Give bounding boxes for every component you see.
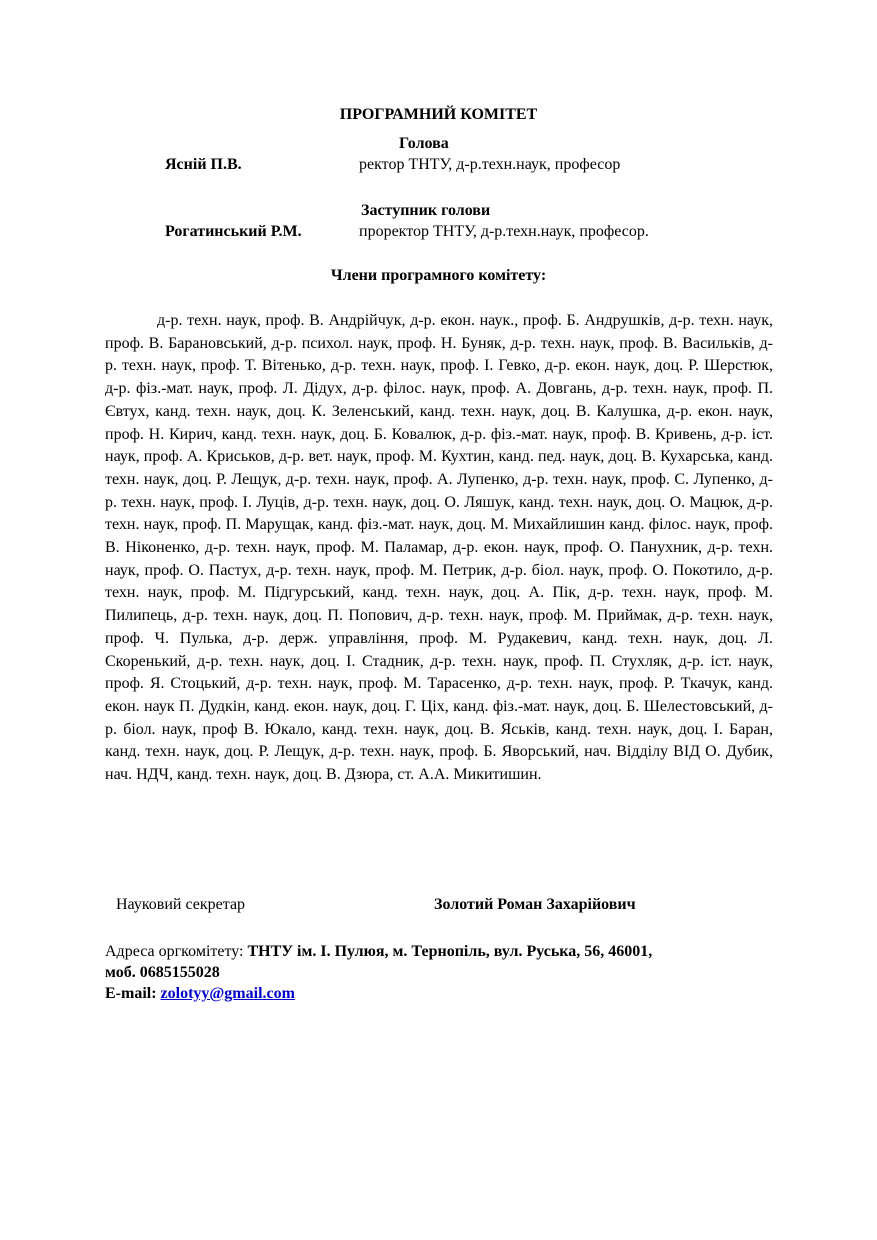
deputy-name: Рогатинський Р.М. (165, 223, 302, 240)
chair-heading: Голова (399, 135, 449, 152)
chair-position: ректор ТНТУ, д-р.техн.наук, професор (359, 156, 621, 173)
chair-name: Ясній П.В. (165, 156, 242, 173)
secretary-name: Золотий Роман Захарійович (434, 896, 636, 913)
deputy-position: проректор ТНТУ, д-р.техн.наук, професор. (359, 223, 649, 240)
address-value: ТНТУ ім. І. Пулюя, м. Тернопіль, вул. Руська, 56, 46001, (247, 943, 653, 960)
document-title: ПРОГРАМНИЙ КОМІТЕТ (339, 106, 538, 123)
phone-number: моб. 0685155028 (105, 964, 220, 981)
address-line (105, 942, 652, 962)
email-link[interactable]: zolotyy@gmail.com (160, 985, 295, 1002)
email-line (105, 984, 295, 1004)
email-label: E-mail: (105, 985, 161, 1002)
secretary-label: Науковий секретар (116, 896, 246, 913)
members-heading: Члени програмного комітету: (330, 267, 547, 284)
deputy-heading: Заступник голови (361, 202, 491, 219)
address-label: Адреса оргкомітету: (105, 943, 248, 960)
members-list: д-р. техн. наук, проф. В. Андрійчук, д-р. екон. наук., проф. Б. Андрушків, д-р. техн. наук, проф. В. Барановський, д-р. психол. наук, проф. Н. Буняк, д-р. техн. наук, проф. В. Васильків, д-р. техн. наук, проф. Т. Вітенько, д-р. техн. наук, проф. І. Гевко, д-р. екон. наук, доц. Р. Шерстюк, д-р. фіз.-мат. наук, проф. Л. Дідух, д-р. філос. наук, проф. А. Довгань, д-р. техн. наук, проф. П. Євтух, канд. техн. наук, доц. К. Зеленський, канд. техн. наук, доц. В. Калушка, д-р. екон. наук, проф. Н. Кирич, канд. техн. наук, доц. Б. Ковалюк, д-р. фіз.-мат. наук, проф. В. Кривень, д-р. іст. наук, проф. А. Криськов, д-р. вет. наук, проф. М. Кухтин, канд. пед. наук, доц. В. Кухарська, канд. техн. наук, доц. Р. Лещук, д-р. техн. наук, проф. А. Лупенко, д-р. техн. наук, проф. С. Лупенко, д-р. техн. наук, проф. І. Луців, д-р. техн. наук, доц. О. Ляшук, канд. техн. наук, доц. О. Мацюк, д-р. техн. наук, проф. П. Марущак, канд. фіз.-мат. наук, доц. М. Михайлишин канд. філос. наук, проф. В. Ніконенко, д-р. техн. наук, проф. М. Паламар, д-р. екон. наук, проф. О. Панухник, д-р. техн. наук, проф. О. Пастух, д-р. техн. наук, проф. М. Петрик, д-р. біол. наук, проф. О. Покотило, д-р. техн. наук, проф. М. Підгурський, канд. техн. наук, доц. А. Пік, д-р. техн. наук, проф. М. Пилипець, д-р. техн. наук, доц. П. Попович, д-р. техн. наук, проф. М. Приймак, д-р. техн. наук, проф. Ч. Пулька, д-р. держ. управління, проф. М. Рудакевич, канд. техн. наук, доц. Л. Скоренький, д-р. техн. наук, доц. І. Стадник, д-р. техн. наук, проф. П. Стухляк, д-р. іст. наук, проф. Я. Стоцький, д-р. техн. наук, проф. М. Тарасенко, д-р. техн. наук, проф. Р. Ткачук, канд. екон. наук П. Дудкін, канд. екон. наук, доц. Г. Ціх, канд. фіз.-мат. наук, доц. Б. Шелестовський, д-р. біол. наук, проф В. Юкало, канд. техн. наук, доц. В. Яськів, канд. техн. наук, доц. І. Баран, канд. техн. наук, доц. Р. Лещук, д-р. техн. наук, проф. Б. Яворський, нач. Відділу ВІД О. Дубик, нач. НДЧ, канд. техн. наук, доц. В. Дзюра, ст. А.А. Микитишин. (105, 312, 773, 784)
